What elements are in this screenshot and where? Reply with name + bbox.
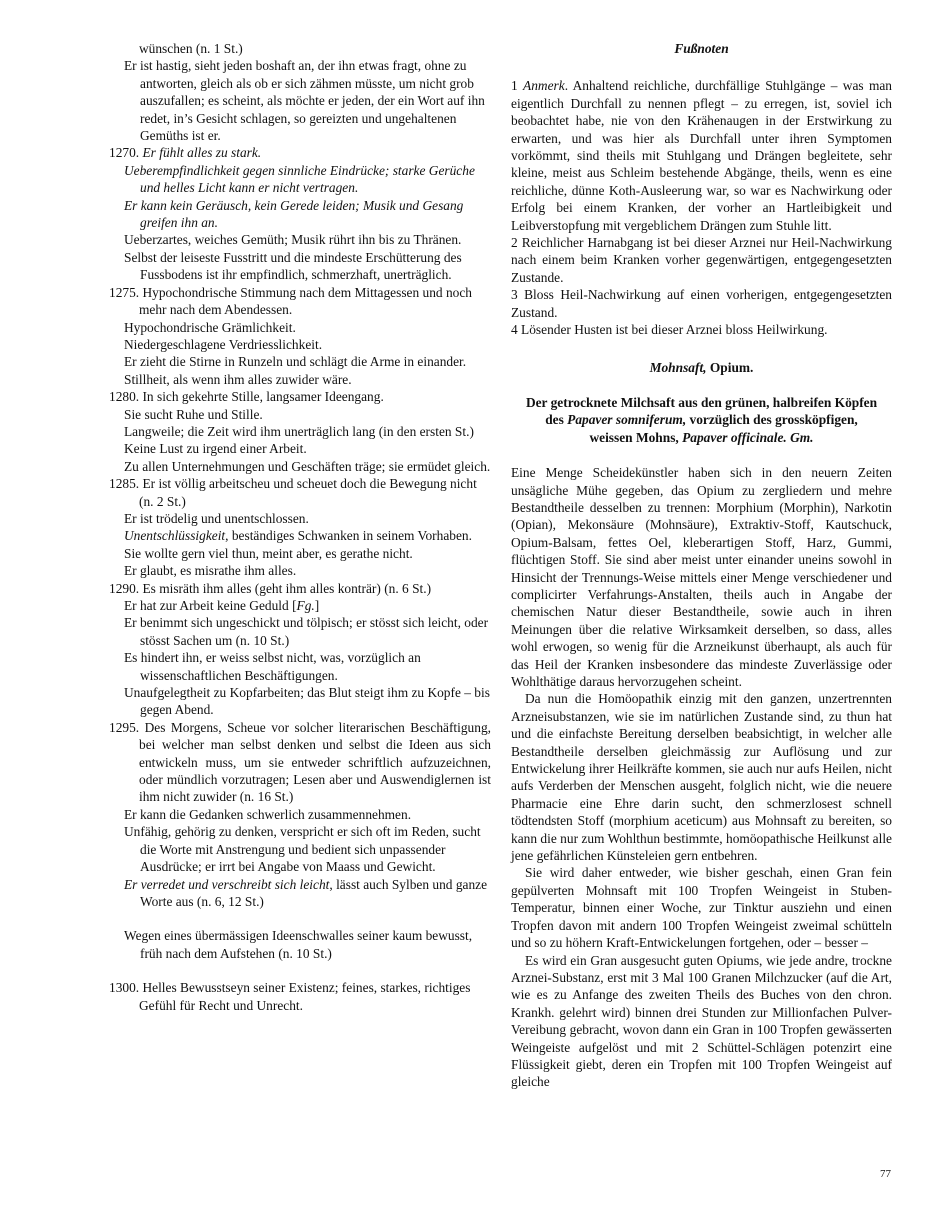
symptom-line: Er ist hastig, sieht jeden boshaft an, der ihn etwas fragt, ohne zu antworten, gleich als ob er sich zähmen müsste, um nicht grob auszufallen; es scheint, als möchte er jeden, der ein Wort auf ihn redet, in’s Gesicht schlagen, so gereizten und ungehaltenen Gemüths ist er. <box>124 58 485 144</box>
symptom-line: Unentschlüssigkeit, beständiges Schwanken in seinem Vorhaben. <box>124 528 472 544</box>
symptom-line: Er kann die Gedanken schwerlich zusammennehmen. <box>124 806 412 822</box>
symptom-line: Er zieht die Stirne in Runzeln und schlägt die Arme in einander. <box>124 354 467 370</box>
blank-line <box>109 910 491 927</box>
section-title-rest: Opium. <box>706 359 754 375</box>
symptom-line: Sie wollte gern viel thun, meint aber, es gerathe nicht. <box>124 545 413 561</box>
symptom-line: Wegen eines übermässigen Ideenschwalles seiner kaum bewusst, früh nach dem Aufstehen (n. 10 St.) <box>124 928 473 961</box>
symptom-line: Ueberzartes, weiches Gemüth; Musik rührt ihn bis zu Thränen. <box>124 232 462 248</box>
footnote: 2 Reichlicher Harnabgang ist bei dieser Arznei nur Heil-Nachwirkung nach einem beim Kranken vorher gegenwärtigen, entgegengesetzten Zustande. <box>511 235 893 285</box>
page-number: 77 <box>880 1168 891 1180</box>
symptom-line: Stillheit, als wenn ihm alles zuwider wäre. <box>124 371 352 387</box>
left-column <box>109 40 491 1014</box>
symptom-line: Er ist trödelig und unentschlossen. <box>124 510 309 526</box>
body-paragraph: Eine Menge Scheidekünstler haben sich in den neuern Zeiten unsägliche Mühe gegeben, das Opium zu zergliedern und mehre Bestandtheile desselben zu trennen: Morphium (Morphin), Narkotin (Opian), Mekonsäure (Mohnsäure), Extraktiv-Stoff, Kautschuck, Opium-Balsam, fettes Oel, kleberartigen Stoff, Harz, Gummi, flüchtigen Stoff. Sie sind aber meist unter einander uneins sowohl in Hinsicht der Trennungs-Weise mittels einer Menge verschiedener und complicirter Verfahrungs-Anstalten, theils auch in Angabe der chemischen Natur dieser Bestandtheile, sowie auch in ihren Meinungen über die relative Wirksamkeit derselben, so dass, alles wohl erwogen, so wenig für die Arzneikunst überhaupt, als auch für das Heil der Kranken insbesondere das mindeste Zuverlässige oder Wohlthätige daraus hervorzugehen scheint. <box>511 465 892 689</box>
footnote: 1 Anmerk. Anhaltend reichliche, durchfällige Stuhlgänge – was man eigentlich Durchfall zu nennen pflegt – zu erregen, ist, soviel ich beobachtet habe, nie von den Krähenaugen in der Erstwirkung zu erwarten, und was hier als Durchfall unter ihren Symptomen vorkömmt, sind theils mit Stuhlgang und Drängen begleitete, sehr kleine, meist aus Schleim bestehende Abgänge, theils, wenn es eine reichliche, dünne Koth-Ausleerung war, so war es Nachwirkung oder Erfolg bei einem Kranken, der vorher an Hartleibigkeit und Leibverstopfung mit vergeblichem Drängen zum Stuhle litt. <box>511 78 892 233</box>
symptom-line: 1285. Er ist völlig arbeitscheu und scheuet doch die Bewegung nicht (n. 2 St.) <box>109 476 477 509</box>
symptom-line: Er glaubt, es misrathe ihm alles. <box>124 563 297 579</box>
symptom-line: 1280. In sich gekehrte Stille, langsamer Ideengang. <box>109 389 384 405</box>
symptom-line: 1275. Hypochondrische Stimmung nach dem Mittagessen und noch mehr nach dem Abendessen. <box>109 284 472 318</box>
symptom-line: Er kann kein Geräusch, kein Gerede leiden; Musik und Gesang greifen ihn an. <box>124 197 464 231</box>
symptom-line: Er benimmt sich ungeschickt und tölpisch; er stösst sich leicht, oder stösst Sachen um (n. 10 St.) <box>124 615 489 648</box>
body-paragraph: Sie wird daher entweder, wie bisher geschah, einen Gran fein gepülverten Mohnsaft mit 100 Tropfen Weingeist in Stuben-Temperatur, binnen einer Woche, zur Tinktur ausziehn und einen Tropfen davon mit andern 100 Tropfen Weingeist zweimal schütteln und so zu höhern Kraft-Entwickelungen fortgehen, oder – besser – <box>511 865 892 951</box>
footnotes-heading: Fußnoten <box>674 41 729 56</box>
symptom-line: Sie sucht Ruhe und Stille. <box>124 406 263 422</box>
body-paragraphs <box>511 464 892 1091</box>
symptom-line: Unaufgelegtheit zu Kopfarbeiten; das Blut steigt ihm zu Kopfe – bis gegen Abend. <box>124 685 490 718</box>
symptom-line: Unfähig, gehörig zu denken, verspricht er sich oft im Reden, sucht die Worte mit Anstrengung und bedient sich unpassender Ausdrücke; er irrt bei Angabe von Maass und Gewicht. <box>124 824 481 875</box>
symptom-line: Ueberempfindlichkeit gegen sinnliche Eindrücke; starke Gerüche und helles Licht kann er nicht vertragen. <box>124 162 475 196</box>
section-title-italic: Mohnsaft, <box>649 359 707 375</box>
symptom-line: 1290. Es misräth ihm alles (geht ihm alles konträr) (n. 6 St.) <box>109 580 432 596</box>
symptom-line: 1300. Helles Bewusstseyn seiner Existenz; feines, starkes, richtiges Gefühl für Recht und Unrecht. <box>109 980 471 1013</box>
body-paragraph: Es wird ein Gran ausgesucht guten Opiums, wie jede andre, trockne Arznei-Substanz, erst mit 3 Mal 100 Granen Milchzucker (auf die Art, wie es zu Anfange des zweiten Theils des Buches von den chron. Krankh. gelehrt wird) binnen drei Stunden zur Millionfachen Pulver-Vereibung gebracht, wovon dann ein Gran in 100 Tropfen gewässerten Weingeiste aufgelöst und mit 2 Schüttel-Schlägen potenzirt eine Flüssigkeit giebt, deren ein Tropfen mit 100 Tropfen Weingeist auf gleiche <box>511 952 892 1090</box>
body-paragraph: Da nun die Homöopathik einzig mit den ganzen, unzertrennten Arzneisubstanzen, wie sie im natürlichen Zustande sind, zu thun hat und die einfachste Bereitung derselben beabsichtigt, in welcher alle Bestandtheile derselben gleichmässig zur Auflösung und zur Entwickelung ihrer Heilkräfte kommen, sie auch nur aufs Heilen, nicht aufs Verderben der Menschen ausgeht, folglich nicht, wie die neuere Pharmacie eine Ehre darin sucht, den schmerzlosest schnell tödtendsten Stoff (morphium aceticum) aus Mohnsaft zu bereiten, so kann die nur zum Wohlthun bestimmte, homöopathische Heilkunst alle jene gefährlichen Künsteleien gern entbehren. <box>511 691 892 864</box>
blank-line <box>109 962 491 979</box>
symptom-line: Niedergeschlagene Verdriesslichkeit. <box>124 336 323 352</box>
symptom-line: wünschen (n. 1 St.) <box>139 41 243 56</box>
footnotes-list <box>511 77 892 338</box>
footnote: 4 Lösender Husten ist bei dieser Arznei bloss Heilwirkung. <box>511 322 828 338</box>
section-subtitle: Der getrocknete Milchsaft aus den grünen, halbreifen Köpfen des Papaver somniferum, vorzüglich des grossköpfigen, weissen Mohns, Papaver officinale. Gm. <box>525 394 878 445</box>
symptom-line: 1270. Er fühlt alles zu stark. <box>109 145 262 161</box>
symptom-line: Zu allen Unternehmungen und Geschäften träge; sie ermüdet gleich. <box>124 458 491 474</box>
symptom-line: Hypochondrische Grämlichkeit. <box>124 319 296 335</box>
symptom-line: Er hat zur Arbeit keine Geduld [Fg.] <box>124 598 320 613</box>
symptom-line: Keine Lust zu irgend einer Arbeit. <box>124 441 307 457</box>
symptom-line: Er verredet und verschreibt sich leicht, lässt auch Sylben und ganze Worte aus (n. 6, 12 St.) <box>124 876 488 909</box>
footnote: 3 Bloss Heil-Nachwirkung auf einen vorherigen, entgegengesetzten Zustand. <box>511 287 893 320</box>
symptom-line: Es hindert ihn, er weiss selbst nicht, was, vorzüglich an wissenschaftlichen Beschäftigungen. <box>124 650 421 683</box>
symptom-line: Selbst der leiseste Fusstritt und die mindeste Erschütterung des Fussbodens ist ihr empfindlich, schmerzhaft, unerträglich. <box>124 249 462 283</box>
symptom-line: Langweile; die Zeit wird ihm unerträglich lang (in den ersten St.) <box>124 423 474 439</box>
symptom-line: 1295. Des Morgens, Scheue vor solcher literarischen Beschäftigung, bei welcher man selbst denken und selbst die Ideen aus sich entwickeln muss, um sie entweder schriftlich aufzuzeichnen, oder mündlich vorzutragen; Lesen aber und Auswendiglernen ist ihm nicht zuwider (n. 16 St.) <box>109 719 491 805</box>
right-column <box>511 40 892 1091</box>
section-title <box>511 359 892 376</box>
